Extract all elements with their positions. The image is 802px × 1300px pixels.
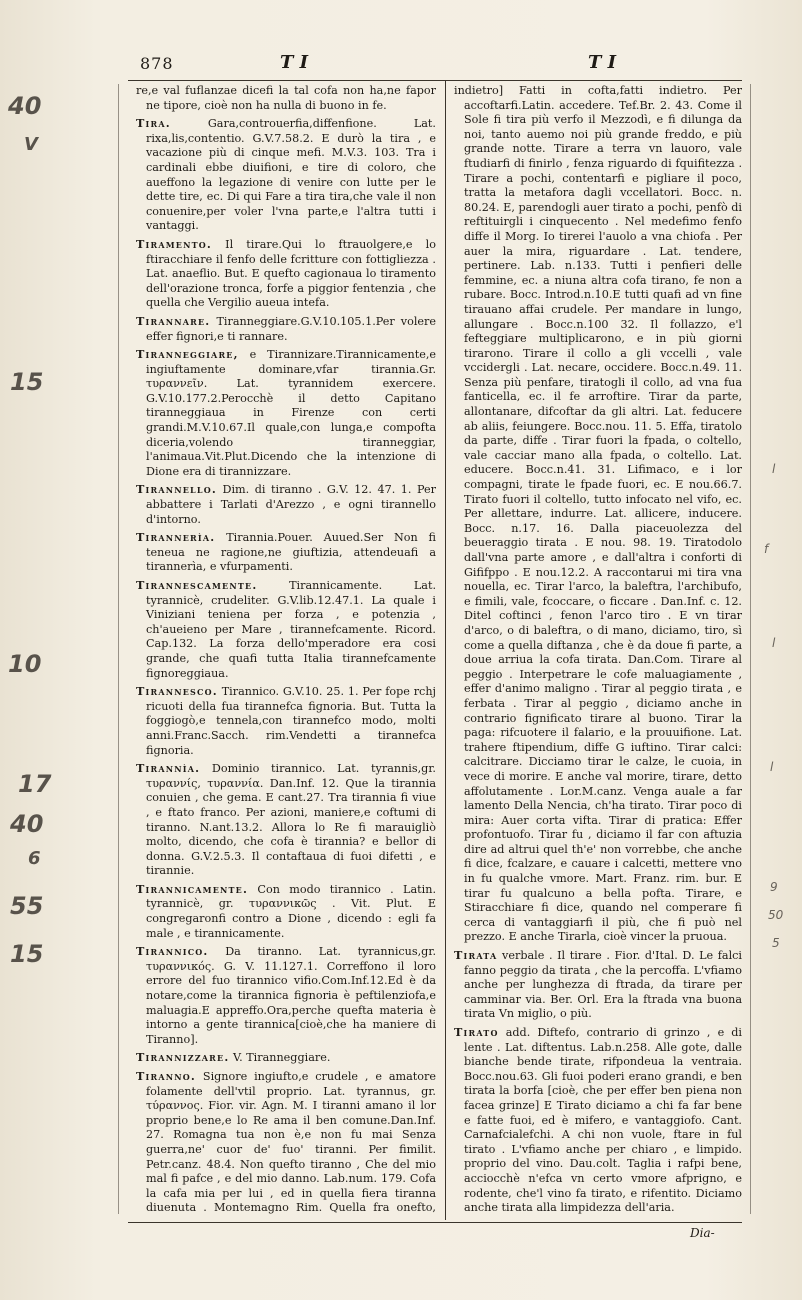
dictionary-entry [136,237,436,311]
dictionary-entry [136,761,436,879]
entry-text: Da tiranno. Lat. tyrannicus,gr. τυραννικός. G. V. 11.127.1. Correffono il loro errore del fuo tirannico vifio.Com.Inf.12.Ed è da notare,come la tirannica fignoria è peftilenziofa,e maluagia.E appreffo.Ora,perche quefta materia è intorno a gente tirannica[cioè,che ha maniere di Tiranno]. [146,945,436,1046]
dictionary-entry [136,1069,436,1214]
footer-rule [128,1222,742,1223]
page-header [130,52,740,80]
dictionary-entry [136,882,436,941]
margin-note-right: 5 [772,936,780,950]
dictionary-entry [136,944,436,1047]
entry-text: Dim. di tiranno . G.V. 12. 47. 1. Per abbattere i Tarlati d'Arezzo , e ogni tirannello d'intorno. [146,483,436,526]
entry-text: re,e val fuflanzae dicefi la tal cofa non ha,ne fapor ne tipore, cioè non ha nulla di buono in fe. [136,84,436,112]
margin-note: 17 [18,770,52,798]
entry-text: verbale . Il tirare . Fior. d'Ital. D. Le falci fanno peggio da tirata , che la percoffa. L'vfiamo anche per lunghezza di ftrada, da tirare per camminar via. Ber. Orl. Era la ftrada vna buona tirata Vn miglio, o più. [464,949,742,1021]
dictionary-entry [136,116,436,234]
dictionary-entry [136,84,436,113]
entry-text: indietro] Fatti in cofta,fatti indietro. Per accoftarfi.Latin. accedere. Tef.Br. 2. 43. Come il Sole fi tira più verfo il Mezzodì, e fi dilunga da noi, tanto auemo noi più grande freddo, e più grande notte. Tirare a terra vn lauoro, vale ftudiarfi di finirlo , fenza riguardo di fquifitezza . Tirare a pochi, contentarfi e pigliare il poco, tratta la metafora dagli vccellatori. Bocc. n. 80.24. E, parendogli auer tirato a pochi, penfò di reftituirgli i cinquecento . Nel medefimo fenfo diffe il Morg. Io tirerei l'auolo a vna chiofa . Per auer la mira, riguardare . Lat. tendere, pertinere. Lab. n.133. Tutti i penfieri delle femmine, ec. a niuna altra cofa tirano, fe non a rubare. Bocc. Introd.n.10.E tutti quafi ad vn fine tirauano affai crudele. Per mandare in lungo, allungare . Bocc.n.100 32. Il follazzo, e'l fefteggiare multiplicarono, e in più giorni tirarono. Tirare il collo a gli vccelli , vale vccidergli . Lat. necare, occidere. Bocc.n.49. 11. Senza più penfare, tiratogli il collo, ad vna fua fanticella, ec. il fe arroftire. Tirar da parte, allontanare, difcoftar da gli altri. Lat. feducere ab aliis, feiungere. Bocc.nou. 11. 5. Effa, tiratolo da parte, diffe . Tirar fuori la fpada, o coltello, vale cacciar mano alla fpada, o coltello. Lat. educere. Bocc.n.41. 31. Lifimaco, e i lor compagni, tirate le fpade fuori, ec. E nou.66.7. Tirato fuori il coltello, tutto infocato nel vifo, ec. Per allettare, indurre. Lat. allicere, inducere. Bocc. n.17. 16. Dalla piaceuolezza del beueraggio tirata . E nou. 98. 19. Tiratodolo dall'vna parte amore , e dall'altra i conforti di Gififppo . E nou.12.2. A raccontarui mi tira vna nouella, ec. Tirar l'arco, la baleftra, l'archibufo, e fimili, vale, fcoccare, o ficcare . Dan.Inf. c. 12. Ditel coftinci , fenon l'arco tiro . E vn tirar d'arco, o di baleftra, o di mano, diciamo, tiro, sì come a quella diftanza , che è da doue fi parte, a doue arriua la cofa tirata. Dan.Com. Tirare al peggio . Interpetrare le cofe maluagiamente , effer d'animo maligno . Tirar al peggio tirata , e ferbata . Tirar al peggio , diciamo anche in contrario fignificato tirare al buono. Tirar la paga: rifcuotere il falario, e la prouuifione. Lat. trahere ftipendium, diffe G iuftino. Tirar calci: calcitrare. Dicciamo tirar le calze, le cuoia, in vece di morire. E anche val morire, tirare, detto affolutamente . Lor.M.canz. Venga auale a far lamento Della Nencia, ch'ha tirato. Tirar poco di mira: Auer corta vifta. Tirar di pratica: Effer profontuofo. Tirar fu , diciamo il far con aftuzia dire ad altrui quel th'e' non vorrebbe, che anche fi dice, fcalzare, e cauare i calcetti, mettere vno in fu qualche vmore. Mart. Franz. rim. bur. E tirar fu qualcuno a bella pofta. Tirare, e Stiracchiare fi dice, quando nel comperare fi cerca di vantaggiarfi il più, che fi può nel prezzo. E anche Tirarla, cioè vincer la pruoua. [454,84,742,944]
entry-text: Tiranneggiare.G.V.10.105.1.Per volere effer fignori,e ti rannare. [146,314,436,343]
dictionary-entry [136,347,436,479]
margin-line [118,84,119,1214]
margin-note-right: f [764,542,769,556]
entry-lemma: Tirannerìa. [136,530,216,545]
margin-note: 6 [28,848,41,869]
entry-lemma: Tirannico. [136,944,209,959]
catchword: Dia- [690,1226,715,1240]
entry-lemma: Tiranneggiare, [136,347,239,362]
margin-note-right: l [772,462,776,476]
page-number: 878 [140,54,174,73]
margin-note-right: 50 [768,908,784,922]
entry-lemma: Tirannescamente. [136,578,258,592]
entry-lemma: Tiranno. [136,1069,197,1083]
entry-text: Dominio tirannico. Lat. tyrannis,gr. τυραννίς, τυραννία. Dan.Inf. 12. Que la tirannia conuien , che gema. E cant.27. Tra tirannia fi viue , e ftato franco. Per azioni, maniere,e coftumi di tiranno. N.ant.13.2. Allora lo Re fi marauigliò molto, dicendo, che cofa è tirannia? e bellor di donna. G.V.2.5.3. Il contaftaua di fuoi difetti , e tirannie. [146,762,436,878]
entry-lemma: Tirata [454,948,498,963]
dictionary-entry [454,84,742,945]
margin-note: 10 [8,650,42,678]
margin-note: 40 [10,810,44,838]
entry-text: Il tirare.Qui lo ftrauolgere,e lo ftiracchiare il fenfo delle fcritture con fottigliezza . Lat. anaeflio. But. E quefto cagionaua lo tiramento dell'orazione tronca, forfe a piggior fentenzia , che quella che Vergilio aueua intefa. [146,237,436,310]
entry-lemma: Tira. [136,116,171,131]
entry-lemma: Tirannicamente. [136,881,249,896]
entry-lemma: Tirannello. [136,482,217,497]
margin-note: V [24,134,38,155]
entry-text: Tirannicamente. Lat. tyrannicè, crudeliter. G.V.lib.12.47.1. La quale i Viniziani teniena per forza , e potenzia , ch'aueieno per Mare , tirannefcamente. Ricord. Cap.132. La forza dello'mperadore era cosi grande, che quafi tutta Italia tirannefcamente fignoreggiaua. [146,579,436,680]
margin-note: 15 [10,368,44,396]
entry-lemma: Tirannìa. [136,761,201,776]
entry-text: Signore ingiufto,e crudele , e amatore folamente dell'vtil proprio. Lat. tyrannus, gr. τύραννος. Fior. vir. Agn. M. I tiranni amano il lor proprio bene,e lo Re ama il ben comune.Dan.Inf. 27. Romagna tua non è,e non fu mai Senza guerra,ne' cuor de' fuo' tiranni. Per fimilit. Petr.canz. 48.4. Non quefto tiranno , Che del mio mal fi pafce , e del mio danno. Lab.num. 179. Cofa la cafa mia per lui , ed in quella fiera tiranna diuenuta . Montemagno Rim. Quella fra onefto, [146,1070,436,1214]
running-head-right: T I [588,52,617,73]
entry-text: add. Diftefo, contrario di grinzo , e di lente . Lat. diftentus. Lab.n.258. Alle gote, dalle bianche bende tirate, rifpondeua la ventraia. Bocc.nou.63. Gli fuoi poderi erano grandi, e ben tirata la borfa [cioè, che per effer ben piena non facea grinze] E Tirato diciamo a chi fa far bene e fatte fuoi, ed è mifero, e vantaggiofo. Cant. Carnafcialefchi. A chi non vuole, ftare in ful tirato . L'vfiamo anche per chiaro , e limpido. proprio del vino. Dau.colt. Taglia i rafpi bene, acciocchè n'efca vn certo vmore afprigno, e rodente, che'l vino fa tirato, e rifentito. Diciamo anche tirata alla limpidezza dell'aria. [464,1026,742,1214]
dictionary-entry [454,1025,742,1214]
right-column [454,84,742,1214]
margin-note-right: l [772,636,776,650]
entry-lemma: Tirannare. [136,313,211,328]
entry-lemma: Tiramento. [136,236,213,251]
entry-text: Con modo tirannico . Latin. tyrannicè, gr. τυραννικῶς . Vit. Plut. E congregaronfi contro a Dione , dicendo : egli fa male , e tirannicamente. [146,882,436,940]
margin-line [750,84,751,1214]
margin-note: 15 [10,940,44,968]
dictionary-entry [136,482,436,527]
entry-text: e Tirannizare.Tirannicamente,e ingiuftamente dominare,vfar tirannia.Gr. τυραννεῖν. Lat. tyrannidem exercere. G.V.10.177.2.Perocchè il detto Capitano tiranneggiaua in Firenze con certi grandi.M.V.10.67.Il quale,con lunga,e compofta diceria,volendo tiranneggiar, l'animaua.Vit.Plut.Dicendo che la intenzione di Dione era di tirannizzare. [146,348,436,478]
margin-note-right: l [770,760,774,774]
margin-note-right: 9 [770,880,778,894]
entry-lemma: Tirannesco. [136,684,218,699]
entry-lemma: Tirato [454,1025,499,1039]
running-head-left: T I [280,52,309,73]
entry-lemma: Tirannizzare. [136,1050,230,1065]
column-divider [445,80,446,1220]
dictionary-entry [136,530,436,575]
dictionary-entry [136,1050,436,1066]
entry-text: Tirannia.Pouer. Auued.Ser Non fi teneua ne ragione,ne giuftizia, attendeuafi a tirannerìa, e vfurpamenti. [146,531,436,574]
margin-note: 55 [10,892,44,920]
header-rule [128,80,742,81]
entry-text: Gara,controuerfia,diffenfione. Lat. rixa,lis,contentio. G.V.7.58.2. E durò la tira , e vacazione più di cinque mefi. M.V.3. 103. Tra i cardinali ebbe diuifioni, e tire di coloro, che aueffono la legazione di venire con lutte per le dette tire, ec. Di qui Fare a tira tira,che vale il non conuenire,per voler l'vna parte,e l'altra tutti i vantaggi. [146,117,436,233]
margin-note: 40 [8,92,42,120]
dictionary-entry [136,684,436,758]
left-column [136,84,436,1214]
entry-text: Tirannico. G.V.10. 25. 1. Per fope rchj ricuoti della fua tirannefca fignoria. But. Tutta la foggiogò,e tennela,con tirannefco modo, molti anni.Franc.Sacch. rim.Vendetti a tirannefca fignoria. [146,685,436,757]
dictionary-entry [454,948,742,1022]
dictionary-entry [136,578,436,681]
dictionary-entry [136,314,436,344]
entry-text: V. Tiranneggiare. [232,1051,331,1065]
